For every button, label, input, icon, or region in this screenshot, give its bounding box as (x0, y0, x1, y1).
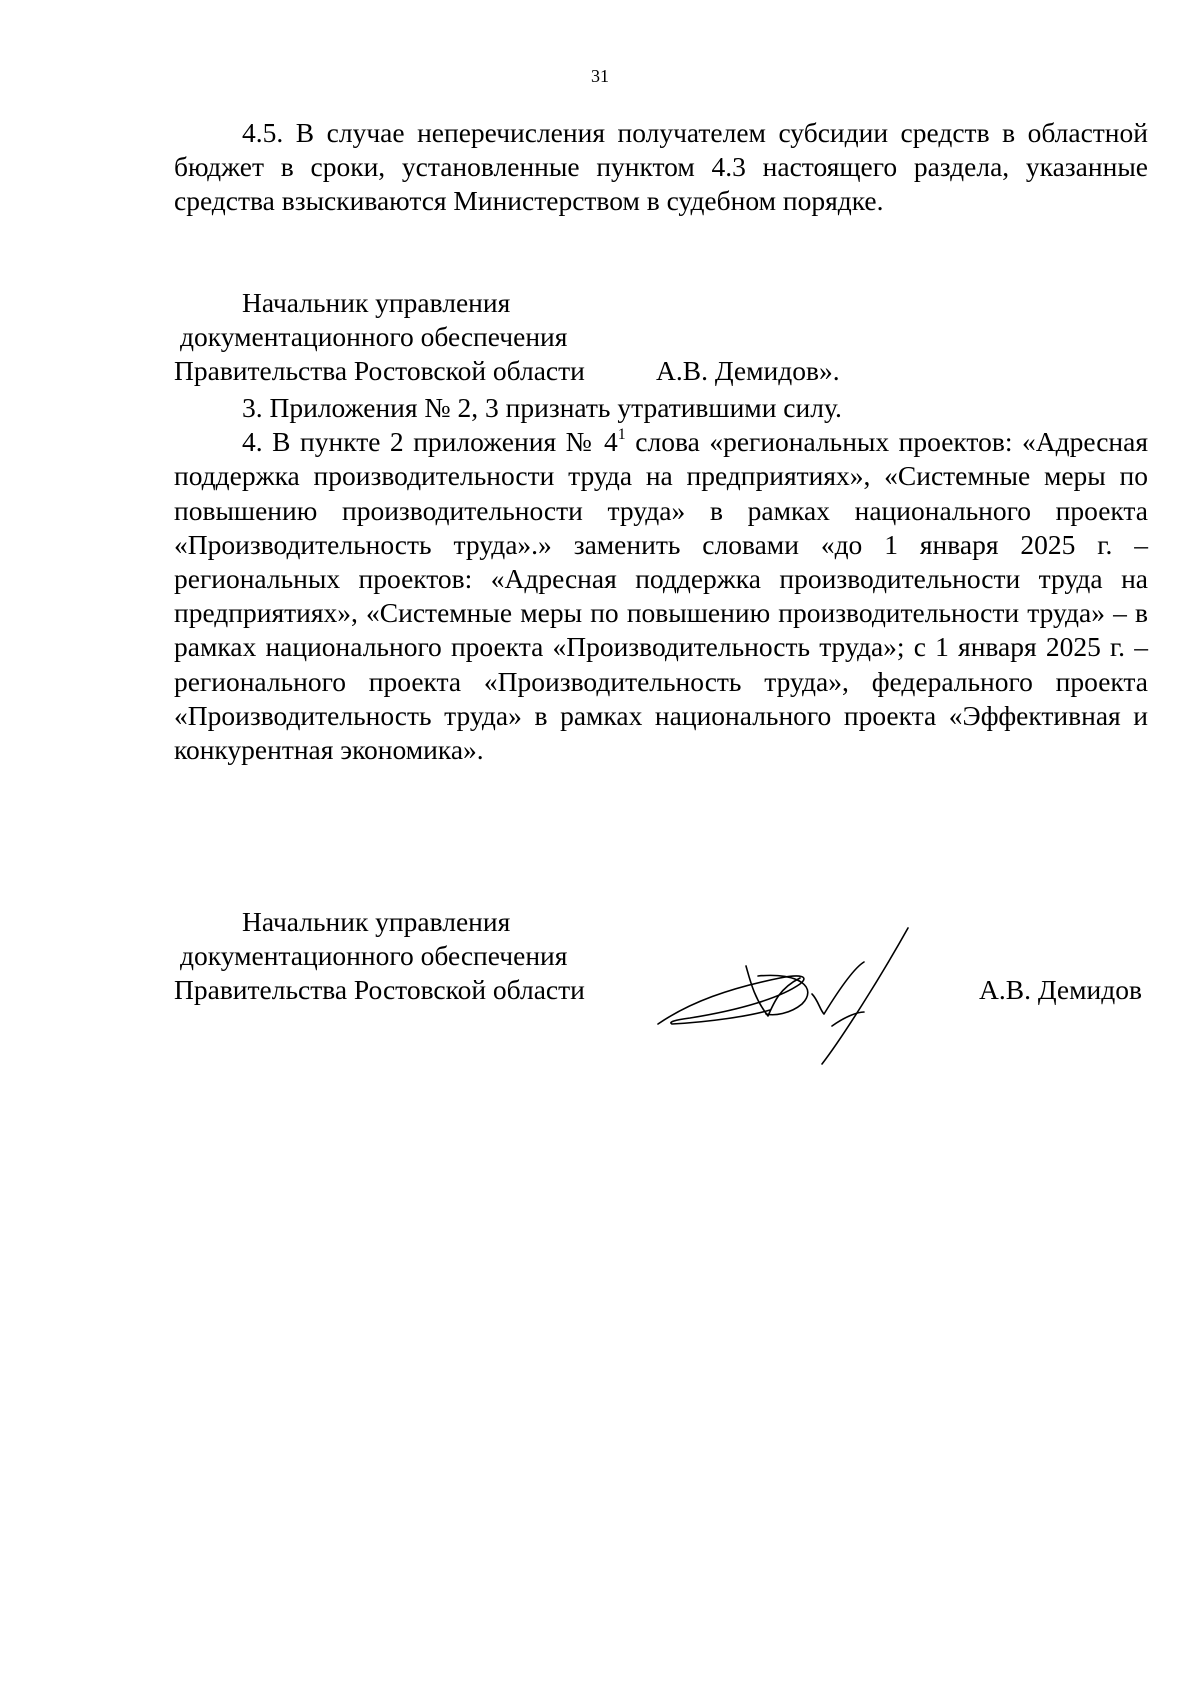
final-signatory-title-line-3: Правительства Ростовской области (174, 974, 585, 1006)
item-4-text: слова «региональных проектов: «Адресная поддержка производительности труда на предприятиях», «Системные меры по повышению производительности труда» в рамках национального проекта «Производительность труда».» заменить словами «до 1 января 2025 г. – региональных проектов: «Адресная поддержка производительности труда на предприятиях», «Системные меры по повышению производительности труда» – в рамках национального проекта «Производительность труда»; с 1 января 2025 г. – регионального проекта «Производительность труда», федерального проекта «Производительность труда» в рамках национального проекта «Эффективная и конкурентная экономика». (174, 426, 1148, 766)
clause-4-5: 4.5. В случае неперечисления получателем субсидии средств в областной бюджет в сроки, установленные пунктом 4.3 настоящего раздела, указанные средства взыскиваются Министерством в судебном порядке. (174, 117, 1148, 217)
items-block (174, 391, 1148, 767)
item-3: 3. Приложения № 2, 3 признать утратившими силу. (242, 392, 842, 423)
signatory-name: А.В. Демидов». (656, 355, 840, 387)
signatory-title-line-2: документационного обеспечения (180, 321, 568, 353)
final-signatory-title-line-1: Начальник управления (242, 906, 511, 937)
item-4-prefix: 4. В пункте 2 приложения № 4 (242, 426, 618, 458)
handwritten-signature (650, 918, 950, 1078)
signatory-title-line-1: Начальник управления (242, 287, 511, 318)
item-4 (174, 425, 1148, 767)
clause-4-5-block (174, 116, 1148, 219)
final-signatory-title-line-2: документационного обеспечения (180, 940, 568, 972)
page-number: 31 (591, 66, 609, 86)
final-signatory-name: А.В. Демидов (979, 974, 1142, 1006)
signatory-title-line-3: Правительства Ростовской области (174, 355, 585, 387)
item-4-superscript: 1 (617, 426, 626, 444)
first-signature-block (174, 286, 1154, 389)
